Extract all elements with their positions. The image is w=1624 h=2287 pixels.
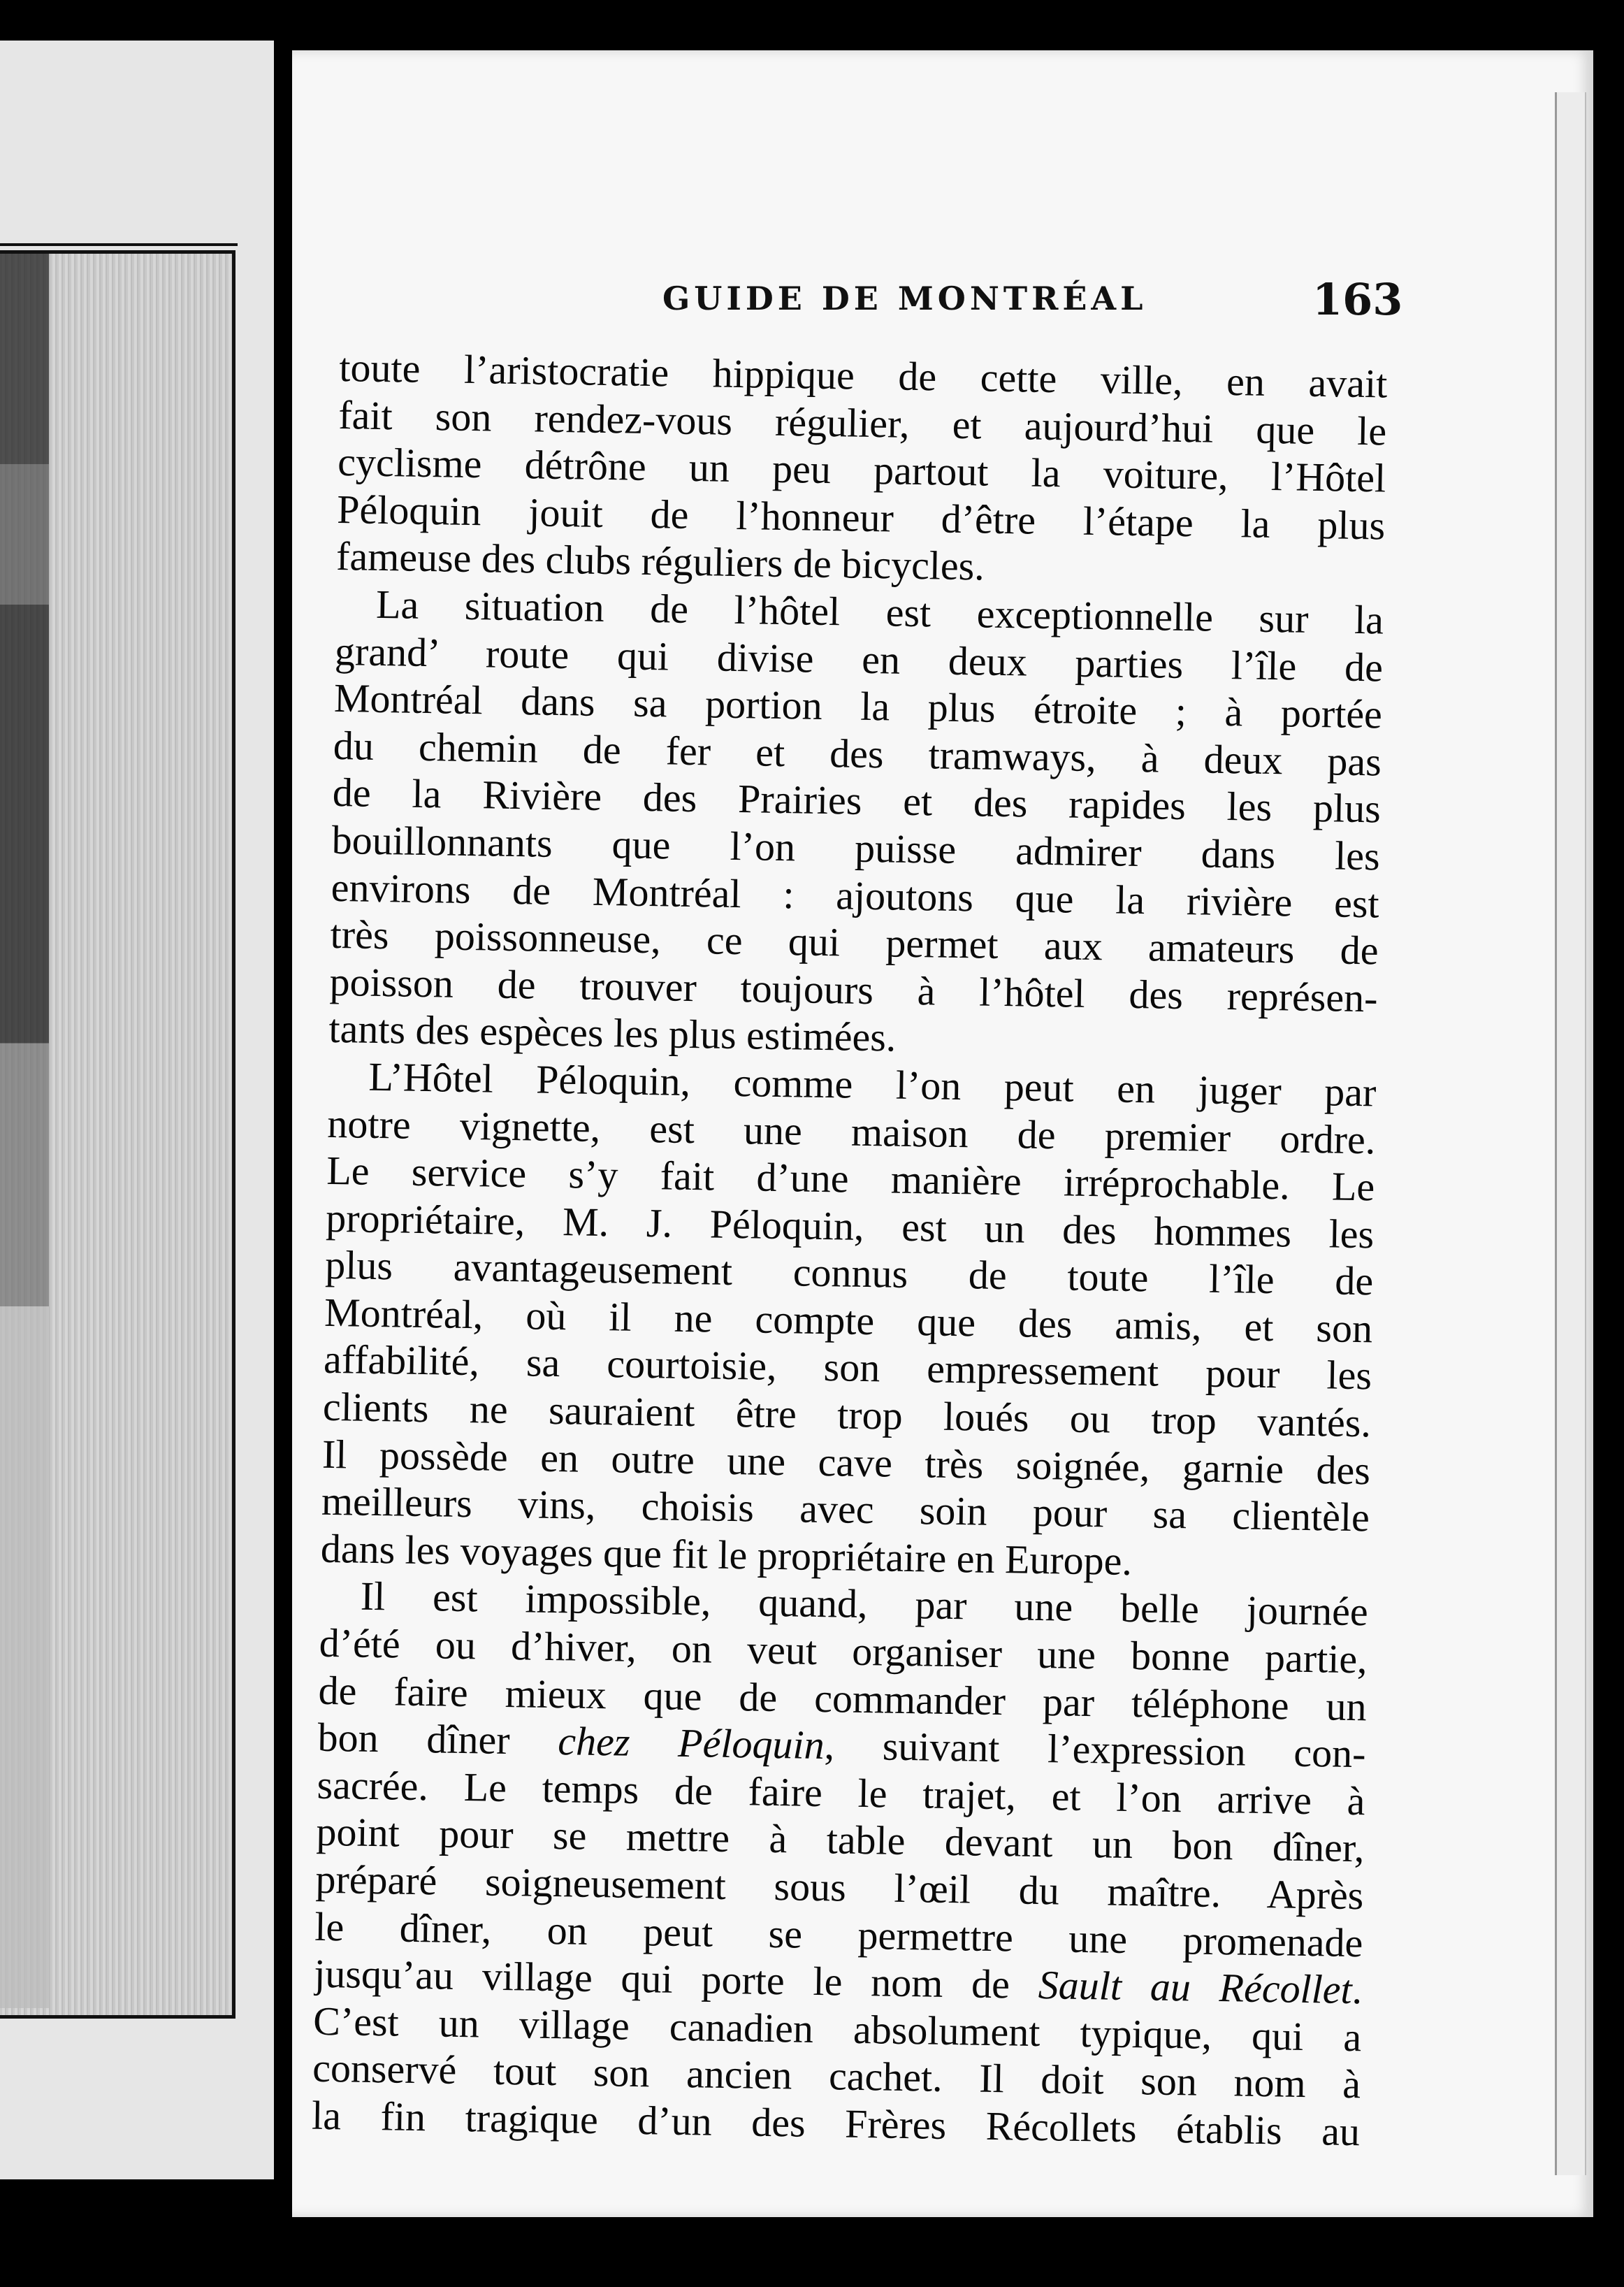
text-line: C’est un village canadien absolument typique, qui a — [312, 1998, 1362, 2061]
text-line: conservé tout son ancien cachet. Il doit son nom à — [312, 2045, 1361, 2107]
text-run: , suivant l’expression con- — [824, 1722, 1367, 1777]
italic-phrase: Sault au Récollet — [1038, 1962, 1353, 2013]
text-line: sacrée. Le temps de faire le trajet, et l’on arrive à — [317, 1761, 1365, 1824]
text-line: fait son rendez-vous régulier, et aujourd’hui que le — [338, 391, 1387, 454]
text-line: du chemin de fer et des tramways, à deux pas — [333, 722, 1382, 785]
text-run: bon dîner — [317, 1714, 558, 1764]
facing-page-rule — [0, 243, 238, 246]
text-line: dans les voyages que fit le propriétaire en Europe. — [320, 1525, 1133, 1584]
text-line: le dîner, on peut se permettre une promenade — [314, 1903, 1363, 1965]
text-line: d’été ou d’hiver, on veut organiser une bonne partie, — [319, 1619, 1368, 1682]
text-line: environs de Montréal : ajoutons que la rivière est — [331, 864, 1380, 926]
text-line: Il possède en outre une cave très soignée, garnie des — [321, 1431, 1371, 1494]
page-edge — [1555, 92, 1586, 2175]
text-line: poisson de trouver toujours à l’hôtel des représen- — [329, 958, 1378, 1021]
text-line: grand’ route qui divise en deux parties l’île de — [334, 628, 1384, 691]
text-line: clients ne sauraient être trop loués ou trop vantés. — [322, 1383, 1372, 1446]
text-line: La situation de l’hôtel est exceptionnelle sur la — [375, 581, 1384, 643]
text-line: de la Rivière des Prairies et des rapides les plus — [332, 770, 1382, 832]
facing-page — [0, 41, 274, 2179]
text-line: fameuse des clubs réguliers de bicycles. — [335, 533, 985, 589]
italic-phrase: chez Péloquin — [557, 1718, 825, 1768]
text-line: cyclisme détrône un peu partout la voiture, l’Hôtel — [337, 439, 1386, 501]
text-line: Montréal dans sa portion la plus étroite ; à portée — [333, 675, 1383, 737]
text-line: toute l’aristocratie hippique de cette ville, en avait — [338, 344, 1388, 407]
text-line: préparé soigneusement sous l’œil du maître. Après — [314, 1856, 1364, 1919]
text-line: propriétaire, M. J. Péloquin, est un des hommes les — [325, 1195, 1375, 1257]
text-line: meilleurs vins, choisis avec soin pour sa clientèle — [321, 1478, 1370, 1541]
text-line: Il est impossible, quand, par une belle journée — [360, 1573, 1369, 1635]
text-line: point pour se mettre à table devant un bon dîner, — [316, 1809, 1365, 1871]
text-line: Le service s’y fait d’une manière irréprochable. Le — [326, 1147, 1375, 1210]
text-line: la fin tragique d’un des Frères Récollets établis au — [311, 2092, 1361, 2155]
text-line: L’Hôtel Péloquin, comme l’on peut en juger par — [368, 1053, 1377, 1116]
text-line: très poissonneuse, ce qui permet aux amateurs de — [330, 911, 1379, 974]
body-text — [312, 344, 1388, 2156]
facing-page-illustration — [0, 250, 235, 2019]
text-line: affabilité, sa courtoisie, son empressement pour les — [323, 1336, 1372, 1399]
page-header — [292, 225, 1480, 325]
text-line: de faire mieux que de commander par téléphone un — [318, 1667, 1368, 1729]
running-head: GUIDE DE MONTRÉAL — [662, 280, 1147, 317]
page-number: 163 — [1312, 274, 1403, 325]
text-line: notre vignette, est une maison de premier ordre. — [326, 1100, 1376, 1162]
text-line: plus avantageusement connus de toute l’île de — [324, 1242, 1374, 1304]
book-page — [292, 50, 1593, 2217]
text-run: jusqu’au village qui porte le nom de — [313, 1950, 1039, 2008]
text-run: . — [1351, 1967, 1363, 2013]
text-line: Montréal, où il ne compte que des amis, et son — [324, 1289, 1373, 1352]
text-line: tants des espèces les plus estimées. — [328, 1006, 897, 1060]
text-line: Péloquin jouit de l’honneur d’être l’étape la plus — [336, 486, 1386, 549]
text-line: bouillonnants que l’on puisse admirer dans les — [331, 816, 1381, 879]
